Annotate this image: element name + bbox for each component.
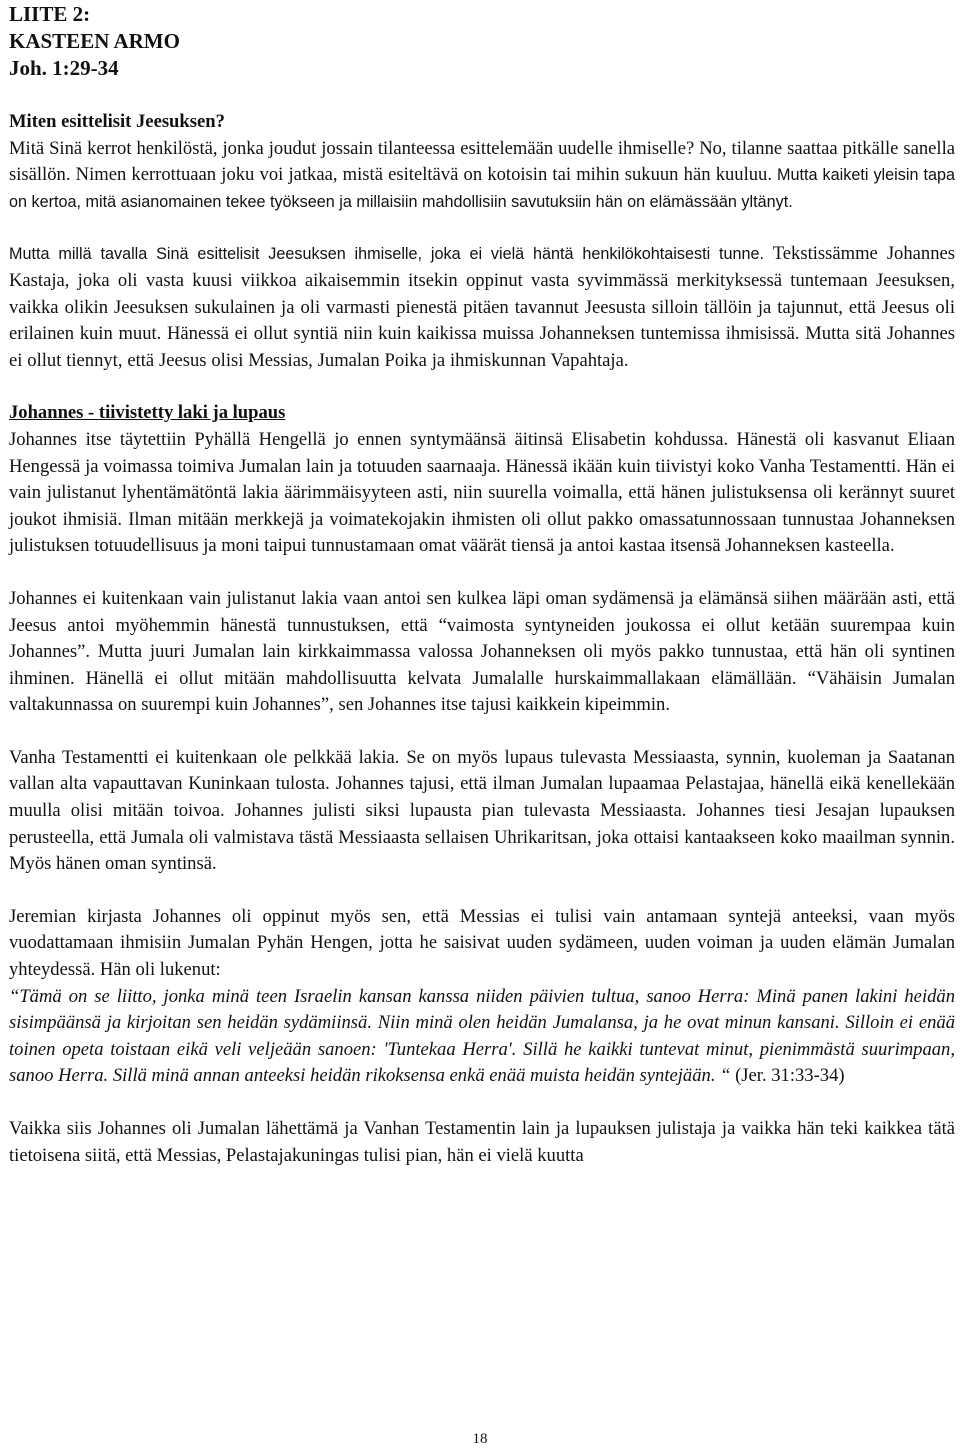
- intro-paragraph-2: [9, 241, 955, 374]
- johannes-paragraph-3: Vanha Testamentti ei kuitenkaan ole pelkkää lakia. Se on myös lupaus tulevasta Messiaasta, synnin, kuoleman ja Saatanan vallan alta vapauttavan Kuninkaan tulosta. Johannes tajusi, että ilman Jumalan lupaamaa Pelastajaa, hänellä eikä kenellekään muulla olisi mitään toivoa. Johannes julisti siksi lupausta pian tulevasta Messiaasta. Johannes tiesi Jesajan lupauksen perusteella, että Jumala oli valmistava tästä Messiaasta sellaisen Uhrikaritsan, joka ottaisi kantaakseen koko maailman synnin. Myös hänen oman syntinsä.: [9, 746, 955, 875]
- section-title-intro: Miten esittelisit Jeesuksen?: [9, 111, 225, 132]
- intro-paragraph-2-rest: Tekstissämme Johannes Kastaja, joka oli vasta kuusi viikkoa aikaisemmin itsekin oppinut vasta syvimmässä merkityksessä tuntemaan Jeesuksen, vaikka olikin Jeesuksen sukulainen ja oli varmasti pienestä pitäen tavannut Jeesusta silloin tällöin ja tajunnut, että Jeesus oli erilainen kuin muut. Hänessä ei ollut syntiä niin kuin kaikissa muissa Johanneksen tuntemissa ihmisissä. Mutta sitä Johannes ei ollut tiennyt, että Jeesus olisi Messias, Jumalan Poika ja ihmiskunnan Vapahtaja.: [9, 243, 955, 371]
- jeremiah-quote-paragraph: [9, 984, 955, 1090]
- johannes-paragraph-1: Johannes itse täytettiin Pyhällä Hengellä jo ennen syntymäänsä äitinsä Elisabetin kohdussa. Hänestä oli kasvanut Eliaan Hengessä ja voimassa toimiva Jumalan lain ja totuuden saarnaaja. Hänessä ikään kuin tiivistyi koko Vanha Testamentti. Hän ei vain julistanut lyhentämätöntä lakia äärimmäisyyteen asti, niin suurella voimalla, että hänen julistuksensa oli kerännyt suuret joukot ihmisiä. Ilman mitään merkkejä ja voimatekojakin ihmisten oli ollut pakko omassatunnossaan tunnustaa Johanneksen julistuksen totuudellisuus ja moni taipui tunnustamaan omat väärät tiensä ja antoi kastaa itsensä Johanneksen kasteella.: [9, 428, 955, 557]
- appendix-header: [9, 0, 955, 82]
- closing-paragraph: Vaikka siis Johannes oli Jumalan lähettämä ja Vanhan Testamentin lain ja lupauksen julistaja ja vaikka hän teki kaikkea tätä tietoisena siitä, että Messias, Pelastajakuningas tulisi pian, hän ei vielä kuutta: [9, 1118, 955, 1166]
- jeremiah-quote-reference: (Jer. 31:33-34): [730, 1065, 845, 1087]
- document-page: [9, 0, 955, 1169]
- document-title: KASTEEN ARMO: [9, 29, 180, 53]
- intro-paragraph-1: [9, 136, 955, 216]
- intro-paragraph-2-sans-lead: Mutta millä tavalla Sinä esittelisit Jeesuksen ihmiselle, joka ei vielä häntä henkilökohtaisesti tunne.: [9, 245, 765, 264]
- johannes-paragraph-2: Johannes ei kuitenkaan vain julistanut lakia vaan antoi sen kulkea läpi oman sydämensä ja elämänsä siihen määrään asti, että Jeesus antoi myöhemmin hänestä tunnustuksen, että “vaimosta syntyneiden joukossa ei ollut ketään suurempaa kuin Johannes”. Mutta juuri Jumalan lain kirkkaimmassa valossa Johanneksen oli myös pakko tunnustaa, että hän oli syntinen ihminen. Hänellä ei ollut mitään mahdollisuutta kelvata Jumalalle hurskaimmallakaan elämällään. “Vähäisin Jumalan valtakunnassa on suurempi kuin Johannes”, sen Johannes itse tajusi kaikkein kipeimmin.: [9, 587, 955, 716]
- page-number: 18: [472, 1431, 488, 1447]
- jeremiah-intro-paragraph: Jeremian kirjasta Johannes oli oppinut myös sen, että Messias ei tulisi vain antamaan syntejä anteeksi, vaan myös vuodattamaan ihmisiin Jumalan Pyhän Hengen, jotta he saisivat uuden sydämeen, uuden voiman ja uuden elämän Jumalan yhteydessä. Hän oli lukenut:: [9, 905, 955, 981]
- intro-paragraph-1-sans: Mutta kaiketi yleisin tapa on kertoa, mitä asianomainen tekee työkseen ja millaisiin mahdollisiin savutuksiin hän on elämässään yltänyt.: [9, 166, 955, 211]
- section-title-johannes: Johannes - tiivistetty laki ja lupaus: [9, 402, 286, 424]
- jeremiah-quote: “Tämä on se liitto, jonka minä teen Israelin kansan kanssa niiden päivien tultua, sanoo Herra: Minä panen lakini heidän sisimpäänsä ja kirjoitan sen heidän sydämiinsä. Niin minä olen heidän Jumalansa, ja he ovat minun kansani. Silloin ei enää toinen opeta toistaan eikä veli veljeään sanoen: 'Tuntekaa Herra'. Sillä he kaikki tuntevat minut, pienimmästä suurimpaan, sanoo Herra. Sillä minä annan anteeksi heidän rikoksensa enkä enää muista heidän syntejään. “: [9, 985, 955, 1087]
- scripture-reference: Joh. 1:29-34: [9, 56, 119, 80]
- intro-paragraph-1-serif: Mitä Sinä kerrot henkilöstä, jonka joudut jossain tilanteessa esittelemään uudelle ihmiselle? No, tilanne saattaa pitkälle sanella sisällön. Nimen kerrottuaan joku voi jatkaa, mistä esiteltävä on kotoisin tai mihin sukuun hän kuuluu.: [9, 137, 955, 186]
- appendix-label: LIITE 2:: [9, 2, 91, 26]
